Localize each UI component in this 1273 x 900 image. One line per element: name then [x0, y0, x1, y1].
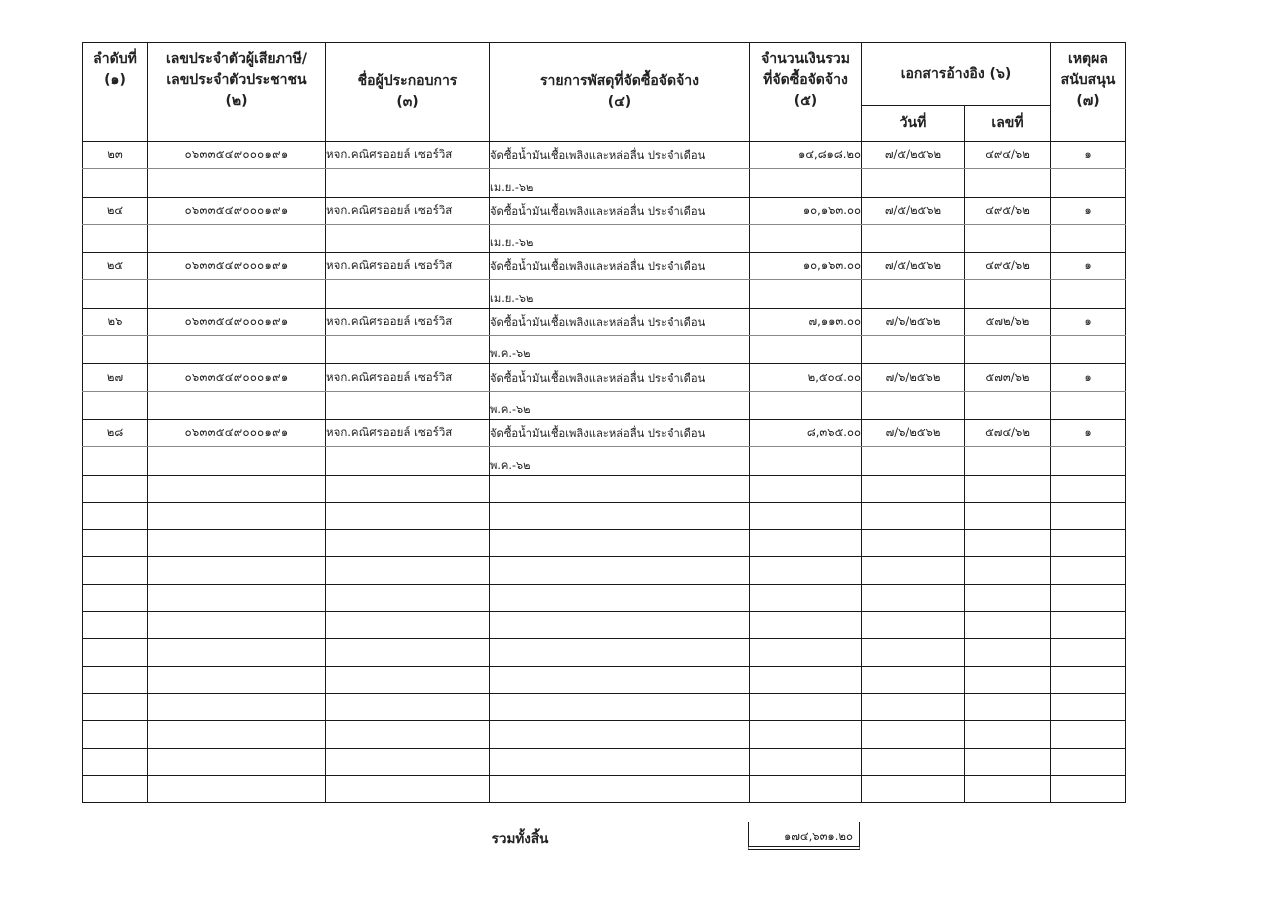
- cell-empty: [326, 612, 490, 639]
- cell-seq: ๒๘: [83, 419, 148, 446]
- cell-empty: [148, 612, 326, 639]
- cell-empty: [965, 391, 1051, 419]
- header-item: [490, 43, 750, 142]
- cell-empty: [1051, 775, 1126, 802]
- cell-empty: [83, 557, 148, 584]
- cell-empty: [750, 612, 862, 639]
- header-item-line-1: รายการพัสดุที่จัดซื้อจัดจ้าง: [540, 73, 699, 89]
- cell-empty: [326, 530, 490, 557]
- cell-empty: [1051, 639, 1126, 666]
- cell-empty: [490, 584, 750, 611]
- header-amount: [750, 43, 862, 142]
- cell-empty: [1051, 336, 1126, 364]
- cell-empty: [490, 666, 750, 693]
- cell-vendor: หจก.คณิศรออยล์ เซอร์วิส: [326, 419, 490, 446]
- cell-empty: [148, 666, 326, 693]
- table-header: [83, 43, 1126, 142]
- header-seq: [83, 43, 148, 142]
- cell-empty: [83, 748, 148, 775]
- cell-empty: [326, 666, 490, 693]
- cell-empty: [83, 775, 148, 802]
- cell-description-cont: เม.ย.-๖๒: [490, 224, 750, 252]
- cell-empty: [490, 502, 750, 529]
- cell-amount: ๑๐,๑๖๓.๐๐: [750, 197, 862, 224]
- cell-seq: ๒๖: [83, 308, 148, 335]
- cell-empty: [326, 336, 490, 364]
- table-row-continuation: [83, 336, 1126, 364]
- cell-ref-no: ๕๗๒/๖๒: [965, 308, 1051, 335]
- cell-ref-no: ๕๗๓/๖๒: [965, 364, 1051, 391]
- cell-description-cont: พ.ค.-๖๒: [490, 391, 750, 419]
- cell-empty: [965, 530, 1051, 557]
- cell-empty: [750, 224, 862, 252]
- cell-ref-no: ๕๗๔/๖๒: [965, 419, 1051, 446]
- cell-empty: [148, 639, 326, 666]
- cell-empty: [83, 612, 148, 639]
- empty-row: [83, 612, 1126, 639]
- cell-tax-id: ๐๖๓๓๕๔๙๐๐๐๑๙๑: [148, 419, 326, 446]
- cell-empty: [965, 336, 1051, 364]
- cell-empty: [965, 280, 1051, 308]
- cell-seq: ๒๗: [83, 364, 148, 391]
- header-ref-no: เลขที่: [965, 106, 1051, 142]
- cell-empty: [965, 447, 1051, 475]
- cell-empty: [1051, 502, 1126, 529]
- empty-row: [83, 530, 1126, 557]
- cell-empty: [490, 612, 750, 639]
- table-row-continuation: [83, 224, 1126, 252]
- cell-tax-id: ๐๖๓๓๕๔๙๐๐๐๑๙๑: [148, 364, 326, 391]
- empty-row: [83, 748, 1126, 775]
- cell-amount: ๘,๓๖๕.๐๐: [750, 419, 862, 446]
- cell-empty: [965, 169, 1051, 197]
- cell-empty: [326, 502, 490, 529]
- cell-ref-no: ๔๙๔/๖๒: [965, 142, 1051, 169]
- header-tax-id-line-3: (๒): [225, 93, 248, 109]
- cell-empty: [1051, 693, 1126, 720]
- cell-empty: [83, 721, 148, 748]
- cell-empty: [862, 336, 965, 364]
- cell-empty: [862, 502, 965, 529]
- cell-description-cont: เม.ย.-๖๒: [490, 280, 750, 308]
- cell-empty: [148, 447, 326, 475]
- cell-empty: [148, 748, 326, 775]
- cell-reason: ๑: [1051, 364, 1126, 391]
- cell-tax-id: ๐๖๓๓๕๔๙๐๐๐๑๙๑: [148, 142, 326, 169]
- cell-reason: ๑: [1051, 419, 1126, 446]
- header-amount-line-2: ที่จัดซื้อจัดจ้าง: [763, 72, 848, 88]
- cell-empty: [83, 280, 148, 308]
- cell-empty: [1051, 391, 1126, 419]
- cell-empty: [326, 224, 490, 252]
- cell-empty: [750, 169, 862, 197]
- cell-empty: [750, 775, 862, 802]
- cell-empty: [326, 475, 490, 502]
- cell-empty: [965, 612, 1051, 639]
- cell-empty: [148, 502, 326, 529]
- cell-empty: [83, 224, 148, 252]
- cell-empty: [862, 530, 965, 557]
- cell-empty: [965, 748, 1051, 775]
- cell-empty: [1051, 530, 1126, 557]
- table-row: [83, 142, 1126, 169]
- cell-ref-no: ๔๙๕/๖๒: [965, 197, 1051, 224]
- cell-empty: [750, 584, 862, 611]
- cell-empty: [750, 721, 862, 748]
- table-row: [83, 308, 1126, 335]
- cell-empty: [83, 475, 148, 502]
- cell-empty: [862, 775, 965, 802]
- cell-empty: [862, 557, 965, 584]
- header-amount-line-3: (๕): [793, 93, 818, 109]
- cell-ref-no: ๔๙๕/๖๒: [965, 253, 1051, 280]
- cell-empty: [965, 475, 1051, 502]
- cell-seq: ๒๔: [83, 197, 148, 224]
- cell-empty: [750, 336, 862, 364]
- procurement-table: [82, 42, 1126, 803]
- cell-empty: [750, 666, 862, 693]
- cell-empty: [862, 639, 965, 666]
- table-row: [83, 419, 1126, 446]
- cell-tax-id: ๐๖๓๓๕๔๙๐๐๐๑๙๑: [148, 308, 326, 335]
- cell-empty: [326, 280, 490, 308]
- cell-empty: [148, 530, 326, 557]
- cell-empty: [965, 224, 1051, 252]
- cell-seq: ๒๓: [83, 142, 148, 169]
- empty-row: [83, 775, 1126, 802]
- cell-empty: [490, 748, 750, 775]
- cell-empty: [490, 693, 750, 720]
- header-vendor-line-1: ชื่อผู้ประกอบการ: [357, 73, 458, 89]
- cell-ref-date: ๗/๖/๒๕๖๒: [862, 364, 965, 391]
- header-vendor-line-2: (๓): [396, 94, 419, 110]
- empty-row: [83, 584, 1126, 611]
- cell-empty: [83, 502, 148, 529]
- cell-vendor: หจก.คณิศรออยล์ เซอร์วิส: [326, 197, 490, 224]
- empty-row: [83, 693, 1126, 720]
- cell-empty: [965, 584, 1051, 611]
- cell-description: จัดซื้อน้ำมันเชื้อเพลิงและหล่อลื่น ประจำเดือน: [490, 197, 750, 224]
- cell-amount: ๑๔,๘๑๘.๒๐: [750, 142, 862, 169]
- cell-empty: [750, 280, 862, 308]
- cell-empty: [862, 391, 965, 419]
- cell-empty: [83, 169, 148, 197]
- cell-empty: [862, 169, 965, 197]
- cell-reason: ๑: [1051, 308, 1126, 335]
- cell-empty: [750, 502, 862, 529]
- empty-row: [83, 502, 1126, 529]
- cell-empty: [148, 169, 326, 197]
- cell-vendor: หจก.คณิศรออยล์ เซอร์วิส: [326, 308, 490, 335]
- cell-reason: ๑: [1051, 142, 1126, 169]
- header-vendor: [326, 43, 490, 142]
- cell-empty: [862, 475, 965, 502]
- cell-empty: [750, 530, 862, 557]
- cell-empty: [862, 280, 965, 308]
- cell-description: จัดซื้อน้ำมันเชื้อเพลิงและหล่อลื่น ประจำเดือน: [490, 308, 750, 335]
- cell-empty: [148, 280, 326, 308]
- cell-empty: [862, 721, 965, 748]
- table-row-continuation: [83, 447, 1126, 475]
- cell-empty: [1051, 447, 1126, 475]
- cell-seq: ๒๕: [83, 253, 148, 280]
- cell-empty: [490, 639, 750, 666]
- cell-empty: [965, 557, 1051, 584]
- cell-empty: [83, 391, 148, 419]
- cell-empty: [490, 557, 750, 584]
- table-row: [83, 253, 1126, 280]
- cell-description-cont: พ.ค.-๖๒: [490, 447, 750, 475]
- cell-empty: [148, 557, 326, 584]
- cell-empty: [1051, 169, 1126, 197]
- cell-vendor: หจก.คณิศรออยล์ เซอร์วิส: [326, 253, 490, 280]
- cell-empty: [83, 584, 148, 611]
- table-row: [83, 364, 1126, 391]
- cell-empty: [326, 169, 490, 197]
- cell-description: จัดซื้อน้ำมันเชื้อเพลิงและหล่อลื่น ประจำเดือน: [490, 364, 750, 391]
- total-amount: ๑๗๔,๖๓๑.๒๐: [748, 822, 860, 850]
- cell-description: จัดซื้อน้ำมันเชื้อเพลิงและหล่อลื่น ประจำเดือน: [490, 419, 750, 446]
- cell-empty: [83, 666, 148, 693]
- table-row: [83, 197, 1126, 224]
- cell-empty: [83, 639, 148, 666]
- cell-empty: [326, 693, 490, 720]
- cell-empty: [1051, 748, 1126, 775]
- cell-empty: [148, 224, 326, 252]
- cell-empty: [326, 391, 490, 419]
- header-reason-line-2: สนับสนุน: [1060, 72, 1116, 88]
- header-tax-id-line-2: เลขประจำตัวประชาชน: [166, 72, 307, 88]
- cell-empty: [862, 612, 965, 639]
- table-row-continuation: [83, 280, 1126, 308]
- cell-empty: [490, 530, 750, 557]
- cell-empty: [326, 775, 490, 802]
- cell-empty: [1051, 557, 1126, 584]
- cell-empty: [750, 447, 862, 475]
- cell-empty: [148, 775, 326, 802]
- cell-ref-date: ๗/๕/๒๕๖๒: [862, 253, 965, 280]
- cell-empty: [83, 447, 148, 475]
- cell-empty: [1051, 612, 1126, 639]
- cell-empty: [965, 721, 1051, 748]
- cell-vendor: หจก.คณิศรออยล์ เซอร์วิส: [326, 142, 490, 169]
- header-ref-date: วันที่: [862, 106, 965, 142]
- cell-empty: [148, 391, 326, 419]
- cell-empty: [83, 336, 148, 364]
- cell-empty: [83, 693, 148, 720]
- cell-empty: [1051, 666, 1126, 693]
- cell-empty: [326, 639, 490, 666]
- cell-empty: [148, 475, 326, 502]
- empty-row: [83, 721, 1126, 748]
- cell-empty: [750, 639, 862, 666]
- cell-empty: [862, 447, 965, 475]
- cell-empty: [965, 666, 1051, 693]
- cell-empty: [1051, 721, 1126, 748]
- cell-empty: [490, 721, 750, 748]
- cell-empty: [750, 391, 862, 419]
- cell-empty: [862, 584, 965, 611]
- cell-empty: [1051, 475, 1126, 502]
- header-item-line-2: (๔): [607, 94, 632, 110]
- header-reason-line-3: (๗): [1076, 93, 1100, 109]
- cell-empty: [326, 584, 490, 611]
- cell-empty: [148, 721, 326, 748]
- cell-amount: ๗,๑๑๓.๐๐: [750, 308, 862, 335]
- empty-row: [83, 557, 1126, 584]
- cell-empty: [965, 639, 1051, 666]
- cell-empty: [965, 775, 1051, 802]
- cell-description: จัดซื้อน้ำมันเชื้อเพลิงและหล่อลื่น ประจำเดือน: [490, 253, 750, 280]
- header-reason-line-1: เหตุผล: [1068, 51, 1108, 67]
- cell-empty: [326, 557, 490, 584]
- empty-row: [83, 639, 1126, 666]
- cell-empty: [750, 557, 862, 584]
- header-amount-line-1: จำนวนเงินรวม: [761, 51, 850, 67]
- cell-ref-date: ๗/๖/๒๕๖๒: [862, 419, 965, 446]
- cell-empty: [862, 224, 965, 252]
- cell-ref-date: ๗/๕/๒๕๖๒: [862, 142, 965, 169]
- cell-empty: [1051, 280, 1126, 308]
- cell-empty: [83, 530, 148, 557]
- cell-empty: [490, 775, 750, 802]
- cell-amount: ๑๐,๑๖๓.๐๐: [750, 253, 862, 280]
- table-row-continuation: [83, 169, 1126, 197]
- cell-empty: [750, 693, 862, 720]
- cell-empty: [148, 584, 326, 611]
- header-reason: [1051, 43, 1126, 142]
- total-label: รวมทั้งสิ้น: [491, 831, 549, 847]
- cell-empty: [862, 693, 965, 720]
- cell-reason: ๑: [1051, 253, 1126, 280]
- cell-empty: [965, 502, 1051, 529]
- empty-row: [83, 475, 1126, 502]
- header-tax-id: [148, 43, 326, 142]
- table-row-continuation: [83, 391, 1126, 419]
- cell-tax-id: ๐๖๓๓๕๔๙๐๐๐๑๙๑: [148, 197, 326, 224]
- cell-tax-id: ๐๖๓๓๕๔๙๐๐๐๑๙๑: [148, 253, 326, 280]
- cell-description-cont: พ.ค.-๖๒: [490, 336, 750, 364]
- cell-reason: ๑: [1051, 197, 1126, 224]
- cell-empty: [326, 721, 490, 748]
- header-seq-line-2: (๑): [104, 72, 126, 88]
- cell-empty: [490, 475, 750, 502]
- cell-empty: [1051, 584, 1126, 611]
- cell-empty: [1051, 224, 1126, 252]
- cell-empty: [148, 693, 326, 720]
- cell-vendor: หจก.คณิศรออยล์ เซอร์วิส: [326, 364, 490, 391]
- cell-description: จัดซื้อน้ำมันเชื้อเพลิงและหล่อลื่น ประจำเดือน: [490, 142, 750, 169]
- table-body: [83, 142, 1126, 803]
- cell-empty: [965, 693, 1051, 720]
- cell-empty: [148, 336, 326, 364]
- cell-empty: [862, 666, 965, 693]
- cell-description-cont: เม.ย.-๖๒: [490, 169, 750, 197]
- cell-ref-date: ๗/๕/๒๕๖๒: [862, 197, 965, 224]
- cell-empty: [326, 748, 490, 775]
- cell-empty: [326, 447, 490, 475]
- cell-empty: [750, 475, 862, 502]
- cell-amount: ๒,๕๐๔.๐๐: [750, 364, 862, 391]
- cell-empty: [750, 748, 862, 775]
- empty-row: [83, 666, 1126, 693]
- header-ref-doc: เอกสารอ้างอิง (๖): [862, 43, 1051, 106]
- header-tax-id-line-1: เลขประจำตัวผู้เสียภาษี/: [165, 51, 308, 67]
- header-seq-line-1: ลำดับที่: [93, 51, 137, 67]
- cell-empty: [862, 748, 965, 775]
- cell-ref-date: ๗/๖/๒๕๖๒: [862, 308, 965, 335]
